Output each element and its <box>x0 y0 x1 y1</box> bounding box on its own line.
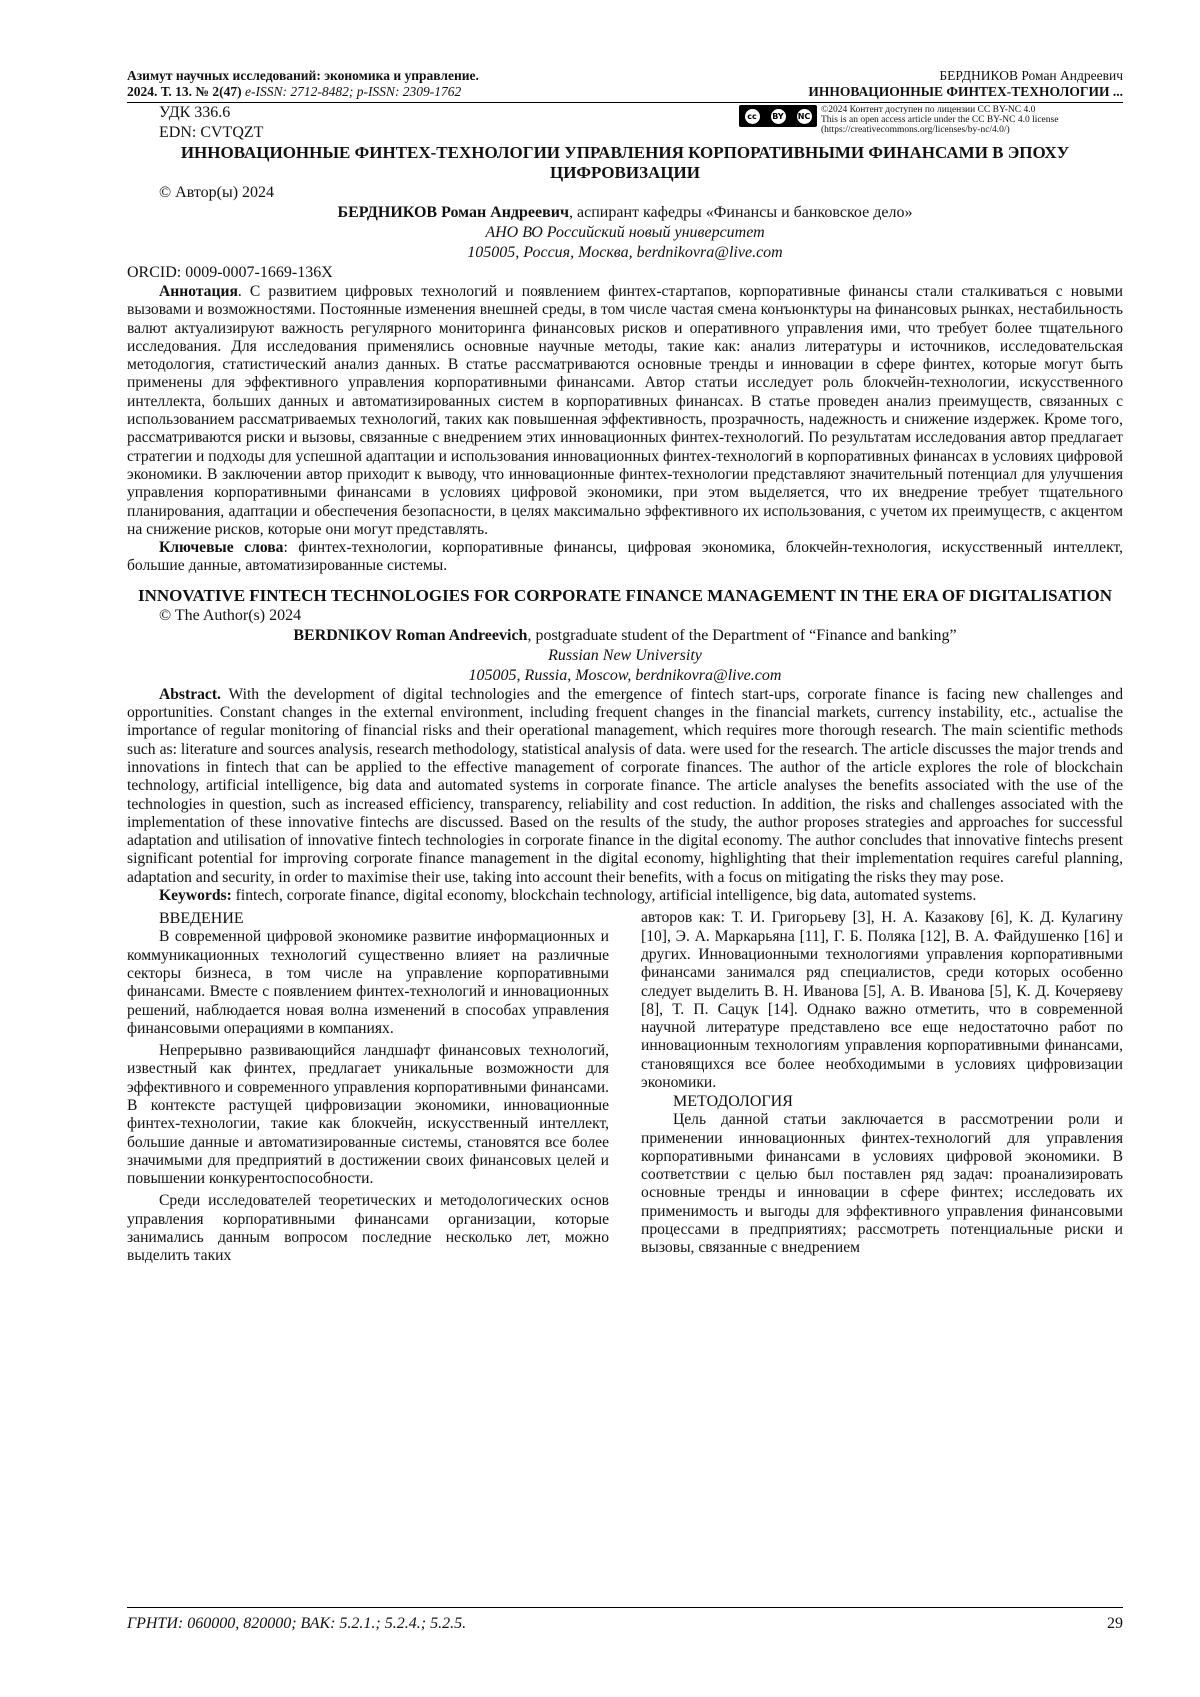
cc-by-nc-logo <box>739 105 817 127</box>
journal-issn: e-ISSN: 2712-8482; p-ISSN: 2309-1762 <box>241 84 462 99</box>
en-abstract <box>127 686 1123 887</box>
ru-abstract <box>127 283 1123 539</box>
en-title: INNOVATIVE FINTECH TECHNOLOGIES FOR CORPORATE FINANCE MANAGEMENT IN THE ERA OF DIGITALISATION <box>137 585 1113 605</box>
paper-page <box>127 68 1123 1266</box>
ru-keywords-text: : финтех-технологии, корпоративные финансы, цифровая экономика, блокчейн-технология, искусственный интеллект, большие данные, автоматизированные системы. <box>127 539 1123 575</box>
page-number: 29 <box>1107 1615 1123 1632</box>
license-line-1: ©2024 Контент доступен по лицензии CC BY-NC 4.0 <box>821 105 1036 115</box>
edn: EDN: CVTQZT <box>159 124 264 141</box>
ru-author-desc: , аспирант кафедры «Финансы и банковское дело» <box>569 204 913 221</box>
nc-badge: NC <box>797 109 812 124</box>
classifiers: ГРНТИ: 060000, 820000; ВАК: 5.2.1.; 5.2.4.; 5.2.5. <box>127 1615 467 1632</box>
running-header <box>127 68 1123 100</box>
ru-abstract-text: . С развитием цифровых технологий и появлением финтех-стартапов, корпоративные финансы стали сталкиваться с новыми вызовами и возможностями. Постоянные изменения внешней среды, в том числе частая смена конъюнктуры на финансовых рынках, нестабильность валют актуализируют важность регулярного мониторинга финансовых рисков и оперативного управления ими, что требует более тщательного исследования. Для исследования применялись основные научные методы, такие как: анализ литературы и источников, исследовательская методология, статистический анализ данных. В статье рассматриваются основные тренды и инновации в сфере финтех, которые могут быть применены для эффективного управления корпоративными финансами. Автор статьи исследует роль блокчейн-технологии, искусственного интеллекта, больших данных и автоматизированных систем в корпоративных финансах. В статье проведен анализ преимуществ, связанных с использованием рассматриваемых технологий, таких как повышенная эффективность, прозрачность, надежность и снижение издержек. Кроме того, рассматриваются риски и вызовы, связанные с внедрением этих инновационных финтех-технологий. По результатам исследования автор предлагает стратегии и подходы для успешной адаптации и использования инновационных финтех-технологий в корпоративных финансах в условиях цифровой экономики. В заключении автор приходит к выводу, что инновационные финтех-технологии представляют значительный потенциал для улучшения управления корпоративными финансами в условиях цифровой экономики, при этом выделяется, что их внедрение требует тщательного планирования, адаптации и обеспечения безопасности, в целях максимально эффективного их использования, с учетом их преимуществ, с акцентом на снижение рисков, которые они могут представлять. <box>127 283 1123 538</box>
journal-issue: 2024. Т. 13. № 2(47) <box>127 84 242 99</box>
body-paragraph: Непрерывно развивающийся ландшафт финансовых технологий, известный как финтех, предлагает уникальные возможности для эффективного и современного управления корпоративными финансами. В контексте растущей цифровизации экономики, инновационные финтех-технологии, такие как блокчейн, искусственный интеллект, большие данные и автоматизированные системы, становятся все более значимыми для предприятий в достижении своих финансовых целей и повышении конкурентоспособности. <box>127 1042 609 1188</box>
orcid: ORCID: 0009-0007-1669-136X <box>127 264 333 281</box>
by-badge: BY <box>771 109 786 124</box>
body-paragraph: Среди исследователей теоретических и методологических основ управления корпоративными финансами организации, которые занимались данным вопросом последние несколько лет, можно выделить таких <box>127 1192 609 1265</box>
udk: УДК 336.6 <box>159 104 231 121</box>
ru-author-name: БЕРДНИКОВ Роман Андреевич <box>337 204 570 221</box>
body-paragraph: В современной цифровой экономике развитие информационных и коммуникационных технологий существенно влияет на различные секторы бизнеса, в том числе на управление корпоративными финансами. Вместе с появлением финтех-технологий и инновационных решений, наблюдается новая волна изменений в способах управления финансовыми операциями в компаниях. <box>127 928 609 1037</box>
license-text <box>821 105 1121 135</box>
en-abstract-label: Abstract. <box>159 685 221 703</box>
method-heading: МЕТОДОЛОГИЯ <box>673 1093 793 1111</box>
left-column <box>127 909 609 1265</box>
ru-copyright: © Автор(ы) 2024 <box>159 184 275 201</box>
license-line-2: This is an open access article under the CC BY-NC 4.0 license <box>821 115 1059 125</box>
en-author-desc: , postgraduate student of the Department of “Finance and banking” <box>527 626 957 644</box>
journal-info <box>127 68 479 100</box>
body-paragraph: Цель данной статьи заключается в рассмотрении роли и применении инновационных финтех-технологий для управления корпоративными финансами в условиях цифровой экономики. В соответствии с целью был поставлен ряд задач: проанализировать основные тренды и инновации в сфере финтех; исследовать их применимость и выгоды для эффективного управления финансовыми процессами в предприятиях; рассмотреть потенциальные риски и вызовы, связанные с внедрением <box>641 1111 1123 1257</box>
en-affiliation: Russian New University <box>548 646 702 664</box>
ru-author-line <box>127 203 1123 223</box>
en-address: 105005, Russia, Moscow, berdnikovra@live.com <box>468 666 782 684</box>
running-author-title <box>808 68 1123 100</box>
license-block <box>739 105 1121 135</box>
en-keywords-label: Keywords: <box>159 887 232 905</box>
ru-affiliation: АНО ВО Российский новый университет <box>485 224 765 241</box>
en-keywords-text: fintech, corporate finance, digital economy, blockchain technology, artificial intelligence, big data, automated systems. <box>231 887 977 905</box>
cc-badge: cc <box>745 109 760 124</box>
body-columns <box>127 909 1123 1265</box>
ru-abstract-label: Аннотация <box>159 283 238 300</box>
ru-title: ИННОВАЦИОННЫЕ ФИНТЕХ-ТЕХНОЛОГИИ УПРАВЛЕНИЯ КОРПОРАТИВНЫМИ ФИНАНСАМИ В ЭПОХУ ЦИФРОВИЗАЦИИ <box>180 143 1070 182</box>
body-paragraph: авторов как: Т. И. Григорьеву [3], Н. А. Казакову [6], К. Д. Кулагину [10], Э. А. Маркарьяна [11], Г. Б. Поляка [12], В. А. Файдушенко [16] и других. Инновационными технологиями управления корпоративными финансами занимался ряд специалистов, среди которых особенно следует выделить В. Н. Иванова [5], А. В. Иванова [5], К. Д. Кочеряеву [8], Т. П. Сацук [14]. Однако важно отметить, что в современной научной литературе представлено все еще недостаточно работ по инновационным технологиям управления корпоративными финансами, становящихся все более необходимыми в условиях цифровизации экономики. <box>641 909 1123 1091</box>
license-line-3[interactable]: (https://creativecommons.org/licenses/by-nc/4.0/) <box>821 125 1010 135</box>
en-copyright: © The Author(s) 2024 <box>159 606 302 624</box>
intro-heading: ВВЕДЕНИЕ <box>159 910 244 928</box>
footer-rule <box>127 1607 1123 1608</box>
en-author-name: BERDNIKOV Roman Andreevich <box>293 626 528 644</box>
article-meta <box>127 103 1123 143</box>
en-author-line <box>127 626 1123 646</box>
page-footer <box>127 1615 1123 1633</box>
running-title: ИННОВАЦИОННЫЕ ФИНТЕХ-ТЕХНОЛОГИИ ... <box>808 84 1123 99</box>
running-author: БЕРДНИКОВ Роман Андреевич <box>939 68 1123 83</box>
en-abstract-text: With the development of digital technologies and the emergence of fintech start-ups, corporate finance is facing new challenges and opportunities. Constant changes in the external environment, including frequent changes in the financial markets, currency instability, etc., actualise the importance of regular monitoring of financial risks and their operational management, which requires more thorough research. The main scientific methods such as: literature and sources analysis, research methodology, statistical analysis of data. were used for the research. The article discusses the major trends and innovations in fintech that can be applied to the effective management of corporate finances. The author of the article explores the role of blockchain technology, artificial intelligence, big data and automated systems in corporate finance. The article analyses the benefits associated with the use of the technologies in question, such as increased efficiency, transparency, reliability and cost reduction. In addition, the risks and challenges associated with the implementation of these innovative fintechs are discussed. Based on the results of the study, the author proposes strategies and approaches for successful adaptation and utilisation of innovative fintech technologies in corporate finance in the digital economy. The author concludes that innovative fintechs present significant potential for improving corporate finance management in the digital economy, highlighting that their implementation requires careful planning, adaptation and security, in order to maximise their use, taking into account their benefits, with a focus on mitigating the risks they may pose. <box>127 685 1123 886</box>
ru-address: 105005, Россия, Москва, berdnikovra@live.com <box>467 244 783 261</box>
right-column <box>641 909 1123 1265</box>
ru-keywords-label: Ключевые слова <box>159 539 284 557</box>
ru-keywords <box>127 539 1123 576</box>
journal-title: Азимут научных исследований: экономика и управление. <box>127 68 479 83</box>
en-keywords <box>127 887 1123 905</box>
